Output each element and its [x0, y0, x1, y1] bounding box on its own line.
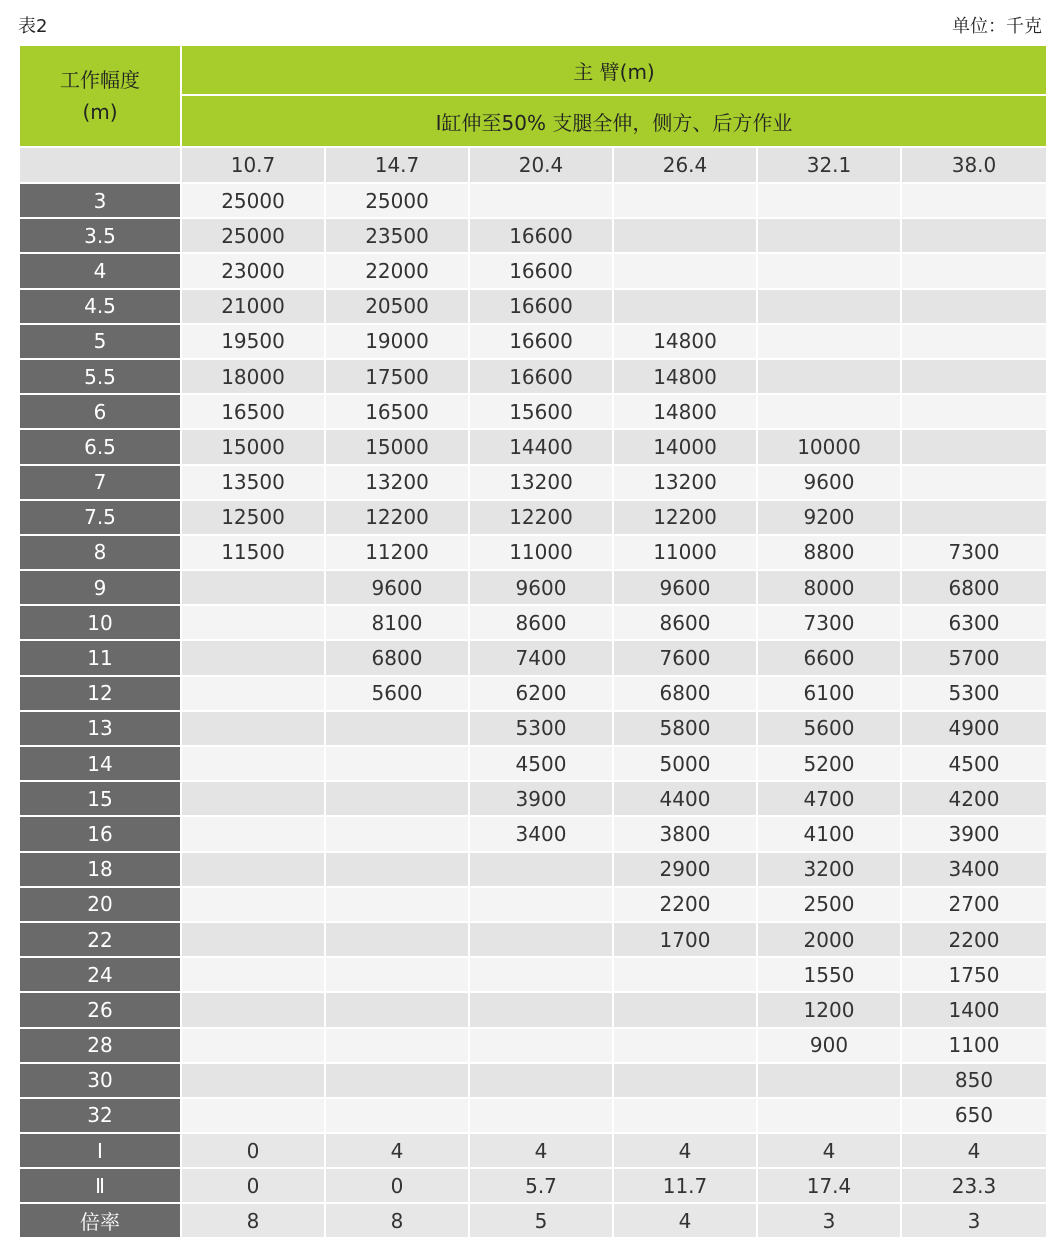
load-cell [181, 957, 325, 992]
boom-length-header: 26.4 [613, 147, 757, 183]
load-cell: 900 [757, 1028, 901, 1063]
load-cell: 11500 [181, 535, 325, 570]
load-cell: 11200 [325, 535, 469, 570]
load-cell [757, 394, 901, 429]
table-row [19, 816, 1047, 851]
radius-cell: 5 [19, 324, 181, 359]
footer-cell: 3 [757, 1203, 901, 1238]
load-cell: 1700 [613, 922, 757, 957]
load-cell [901, 359, 1047, 394]
boom-length-header: 32.1 [757, 147, 901, 183]
load-cell [325, 992, 469, 1027]
load-cell [181, 570, 325, 605]
table-row [19, 218, 1047, 253]
load-cell: 9600 [613, 570, 757, 605]
load-cell: 7300 [901, 535, 1047, 570]
radius-cell: 7.5 [19, 500, 181, 535]
load-cell [901, 218, 1047, 253]
load-cell: 1550 [757, 957, 901, 992]
load-cell: 4700 [757, 781, 901, 816]
load-cell: 23000 [181, 253, 325, 288]
footer-cell: 23.3 [901, 1168, 1047, 1203]
load-cell [613, 957, 757, 992]
table-row [19, 957, 1047, 992]
footer-row [19, 1168, 1047, 1203]
radius-cell: 15 [19, 781, 181, 816]
load-cell [613, 289, 757, 324]
load-cell: 7400 [469, 640, 613, 675]
load-cell: 9600 [325, 570, 469, 605]
footer-cell: 17.4 [757, 1168, 901, 1203]
radius-cell: 10 [19, 605, 181, 640]
load-cell: 5300 [469, 711, 613, 746]
footer-row [19, 1203, 1047, 1238]
load-chart-table [18, 44, 1048, 1239]
footer-cell: 4 [325, 1133, 469, 1168]
radius-unit: (m) [82, 100, 118, 124]
load-cell: 10000 [757, 429, 901, 464]
table-row [19, 1028, 1047, 1063]
table-row [19, 676, 1047, 711]
boom-length-header: 38.0 [901, 147, 1047, 183]
load-cell: 850 [901, 1063, 1047, 1098]
footer-cell: 0 [325, 1168, 469, 1203]
load-cell: 11000 [613, 535, 757, 570]
load-cell [901, 500, 1047, 535]
load-cell [181, 852, 325, 887]
load-cell [325, 957, 469, 992]
load-cell: 7300 [757, 605, 901, 640]
load-cell: 2200 [901, 922, 1047, 957]
load-cell: 8000 [757, 570, 901, 605]
radius-cell: 9 [19, 570, 181, 605]
radius-cell: 4 [19, 253, 181, 288]
radius-cell: 32 [19, 1098, 181, 1133]
load-cell: 6800 [901, 570, 1047, 605]
radius-cell: 5.5 [19, 359, 181, 394]
boom-length-header: 10.7 [181, 147, 325, 183]
load-cell: 3900 [469, 781, 613, 816]
load-cell [757, 253, 901, 288]
load-cell: 22000 [325, 253, 469, 288]
load-cell: 5600 [325, 676, 469, 711]
load-cell: 9200 [757, 500, 901, 535]
load-cell: 3400 [901, 852, 1047, 887]
load-cell: 23500 [325, 218, 469, 253]
footer-cell: 0 [181, 1133, 325, 1168]
load-cell [613, 218, 757, 253]
load-cell: 14800 [613, 324, 757, 359]
radius-cell: 3.5 [19, 218, 181, 253]
table-row [19, 781, 1047, 816]
load-cell [613, 183, 757, 218]
load-cell: 2200 [613, 887, 757, 922]
radius-cell: 16 [19, 816, 181, 851]
table-row [19, 289, 1047, 324]
load-cell: 6800 [613, 676, 757, 711]
boom-length-header: 20.4 [469, 147, 613, 183]
radius-cell: 11 [19, 640, 181, 675]
footer-cell: 8 [181, 1203, 325, 1238]
load-cell: 19500 [181, 324, 325, 359]
load-cell [325, 816, 469, 851]
table-row [19, 992, 1047, 1027]
footer-cell: 4 [901, 1133, 1047, 1168]
load-cell: 4400 [613, 781, 757, 816]
load-cell: 6200 [469, 676, 613, 711]
load-cell [901, 183, 1047, 218]
load-cell [613, 992, 757, 1027]
radius-cell: 7 [19, 465, 181, 500]
footer-label: Ⅰ [19, 1133, 181, 1168]
load-cell: 18000 [181, 359, 325, 394]
load-cell: 8600 [613, 605, 757, 640]
radius-header [19, 45, 181, 147]
load-cell [181, 676, 325, 711]
load-cell [325, 1028, 469, 1063]
load-cell [325, 922, 469, 957]
boom-length-header: 14.7 [325, 147, 469, 183]
load-cell [181, 992, 325, 1027]
load-cell: 5200 [757, 746, 901, 781]
footer-cell: 4 [613, 1133, 757, 1168]
load-cell: 16600 [469, 289, 613, 324]
load-cell: 16600 [469, 253, 613, 288]
table-row [19, 570, 1047, 605]
load-cell [757, 183, 901, 218]
footer-cell: 5.7 [469, 1168, 613, 1203]
table-row [19, 253, 1047, 288]
load-cell: 13200 [613, 465, 757, 500]
load-cell [325, 852, 469, 887]
load-cell [757, 289, 901, 324]
table-row [19, 922, 1047, 957]
load-cell [325, 746, 469, 781]
table-row [19, 887, 1047, 922]
footer-cell: 3 [901, 1203, 1047, 1238]
load-cell: 7600 [613, 640, 757, 675]
load-cell [325, 887, 469, 922]
load-cell: 6300 [901, 605, 1047, 640]
load-cell: 25000 [181, 218, 325, 253]
load-cell: 3200 [757, 852, 901, 887]
load-cell: 2500 [757, 887, 901, 922]
table-row [19, 324, 1047, 359]
footer-cell: 5 [469, 1203, 613, 1238]
load-cell [901, 394, 1047, 429]
table-row [19, 1063, 1047, 1098]
load-cell: 1750 [901, 957, 1047, 992]
table-row [19, 746, 1047, 781]
load-cell: 5600 [757, 711, 901, 746]
load-cell: 9600 [469, 570, 613, 605]
unit-label: 单位：千克 [952, 16, 1042, 37]
table-row [19, 605, 1047, 640]
footer-cell: 4 [469, 1133, 613, 1168]
radius-cell: 13 [19, 711, 181, 746]
load-cell [757, 359, 901, 394]
radius-label: 工作幅度 [60, 68, 140, 92]
load-cell [613, 253, 757, 288]
load-cell: 3400 [469, 816, 613, 851]
load-cell: 3900 [901, 816, 1047, 851]
radius-cell: 26 [19, 992, 181, 1027]
load-cell: 9600 [757, 465, 901, 500]
load-cell [181, 922, 325, 957]
load-cell [613, 1028, 757, 1063]
table-row [19, 535, 1047, 570]
load-cell [181, 1028, 325, 1063]
radius-cell: 6 [19, 394, 181, 429]
load-cell: 12200 [613, 500, 757, 535]
load-cell: 6100 [757, 676, 901, 711]
load-cell [325, 1063, 469, 1098]
table-row [19, 394, 1047, 429]
load-cell [901, 465, 1047, 500]
table-row [19, 852, 1047, 887]
load-cell: 2700 [901, 887, 1047, 922]
load-cell: 14000 [613, 429, 757, 464]
load-cell [325, 711, 469, 746]
load-cell: 1200 [757, 992, 901, 1027]
load-cell: 4500 [901, 746, 1047, 781]
load-cell: 16600 [469, 359, 613, 394]
radius-cell: 4.5 [19, 289, 181, 324]
load-cell [757, 1063, 901, 1098]
load-cell: 17500 [325, 359, 469, 394]
load-cell: 4100 [757, 816, 901, 851]
load-cell [757, 218, 901, 253]
load-cell: 14800 [613, 394, 757, 429]
load-cell: 5700 [901, 640, 1047, 675]
radius-cell: 3 [19, 183, 181, 218]
load-cell: 5800 [613, 711, 757, 746]
load-cell: 1100 [901, 1028, 1047, 1063]
load-cell [469, 887, 613, 922]
load-cell [901, 324, 1047, 359]
footer-cell: 0 [181, 1168, 325, 1203]
radius-cell: 28 [19, 1028, 181, 1063]
load-cell: 14800 [613, 359, 757, 394]
load-cell: 14400 [469, 429, 613, 464]
load-cell: 2900 [613, 852, 757, 887]
load-cell: 21000 [181, 289, 325, 324]
load-cell [181, 711, 325, 746]
load-cell: 3800 [613, 816, 757, 851]
boom-title: 主 臂(m) [181, 45, 1047, 95]
load-cell [325, 781, 469, 816]
load-cell: 15000 [181, 429, 325, 464]
load-cell: 12200 [325, 500, 469, 535]
radius-cell: 24 [19, 957, 181, 992]
load-cell: 15600 [469, 394, 613, 429]
load-cell: 6800 [325, 640, 469, 675]
load-cell: 4500 [469, 746, 613, 781]
radius-cell: 14 [19, 746, 181, 781]
load-cell [469, 922, 613, 957]
radius-cell: 6.5 [19, 429, 181, 464]
load-cell [325, 1098, 469, 1133]
load-cell: 8600 [469, 605, 613, 640]
load-cell [613, 1098, 757, 1133]
load-cell: 16600 [469, 324, 613, 359]
table-row [19, 183, 1047, 218]
load-cell: 16500 [325, 394, 469, 429]
radius-cell: 18 [19, 852, 181, 887]
load-cell: 16600 [469, 218, 613, 253]
table-row [19, 359, 1047, 394]
load-cell [181, 1098, 325, 1133]
table-row [19, 640, 1047, 675]
radius-cell: 22 [19, 922, 181, 957]
load-cell [757, 324, 901, 359]
working-condition: Ⅰ缸伸至50% 支腿全伸，侧方、后方作业 [181, 95, 1047, 147]
load-cell [469, 1028, 613, 1063]
load-cell [469, 992, 613, 1027]
load-cell [901, 289, 1047, 324]
load-cell: 20500 [325, 289, 469, 324]
load-cell [469, 1098, 613, 1133]
load-cell: 650 [901, 1098, 1047, 1133]
load-cell: 1400 [901, 992, 1047, 1027]
footer-cell: 8 [325, 1203, 469, 1238]
table-row [19, 500, 1047, 535]
table-row [19, 429, 1047, 464]
table-row [19, 465, 1047, 500]
load-cell [613, 1063, 757, 1098]
footer-label: 倍率 [19, 1203, 181, 1238]
load-cell: 25000 [325, 183, 469, 218]
load-cell [181, 1063, 325, 1098]
load-cell: 4200 [901, 781, 1047, 816]
load-cell [181, 781, 325, 816]
footer-row [19, 1133, 1047, 1168]
load-cell: 13500 [181, 465, 325, 500]
load-cell [901, 429, 1047, 464]
load-cell: 5000 [613, 746, 757, 781]
load-cell [901, 253, 1047, 288]
load-cell [469, 957, 613, 992]
load-cell: 5300 [901, 676, 1047, 711]
load-cell: 13200 [469, 465, 613, 500]
load-cell: 6600 [757, 640, 901, 675]
load-cell [469, 183, 613, 218]
radius-cell: 30 [19, 1063, 181, 1098]
load-cell: 25000 [181, 183, 325, 218]
load-cell: 16500 [181, 394, 325, 429]
load-cell [181, 816, 325, 851]
table-number: 表2 [18, 16, 48, 37]
load-cell [181, 640, 325, 675]
load-cell: 15000 [325, 429, 469, 464]
load-cell [757, 1098, 901, 1133]
load-cell: 11000 [469, 535, 613, 570]
footer-label: Ⅱ [19, 1168, 181, 1203]
radius-cell: 20 [19, 887, 181, 922]
load-cell [181, 605, 325, 640]
load-cell: 12200 [469, 500, 613, 535]
load-cell: 4900 [901, 711, 1047, 746]
footer-cell: 11.7 [613, 1168, 757, 1203]
load-cell [181, 746, 325, 781]
footer-cell: 4 [757, 1133, 901, 1168]
load-cell: 8800 [757, 535, 901, 570]
table-row [19, 711, 1047, 746]
load-cell: 13200 [325, 465, 469, 500]
load-cell [469, 1063, 613, 1098]
load-cell: 12500 [181, 500, 325, 535]
load-cell [469, 852, 613, 887]
table-row [19, 1098, 1047, 1133]
boom-length-corner [19, 147, 181, 183]
load-cell [181, 887, 325, 922]
footer-cell: 4 [613, 1203, 757, 1238]
radius-cell: 12 [19, 676, 181, 711]
load-cell: 19000 [325, 324, 469, 359]
radius-cell: 8 [19, 535, 181, 570]
load-cell: 2000 [757, 922, 901, 957]
load-cell: 8100 [325, 605, 469, 640]
